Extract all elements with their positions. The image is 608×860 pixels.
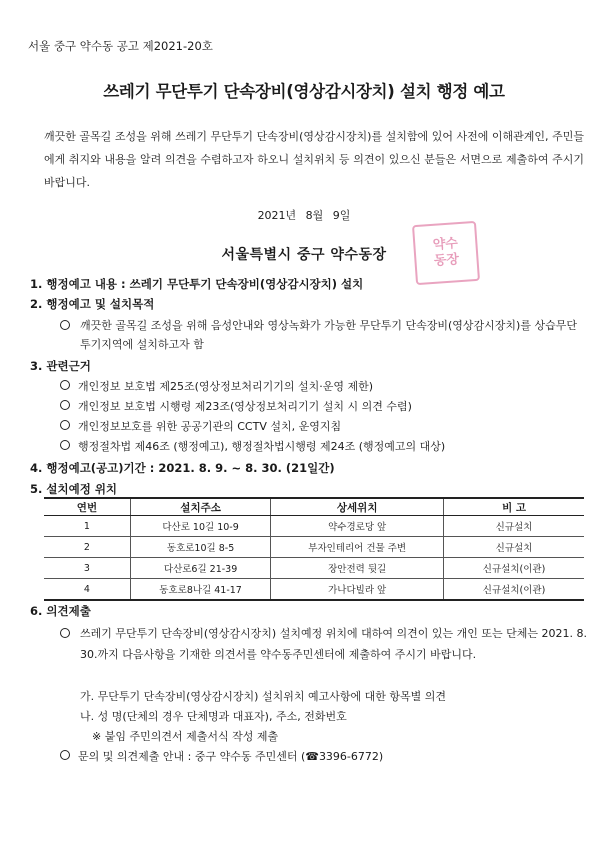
table-cell: 4 bbox=[44, 579, 130, 601]
column-header: 상세위치 bbox=[271, 498, 444, 516]
circle-bullet-icon bbox=[60, 420, 70, 430]
issuer-name: 서울특별시 중구 약수동장 bbox=[221, 247, 387, 263]
page-title: 쓰레기 무단투기 단속장비(영상감시장치) 설치 행정 예고 bbox=[103, 82, 505, 101]
table-cell: 다산로6길 21-39 bbox=[130, 558, 270, 579]
table-cell: 가나다빌라 앞 bbox=[271, 579, 444, 601]
column-header: 비 고 bbox=[444, 498, 584, 516]
notice-date: 2021년 8월 9일 bbox=[257, 209, 351, 222]
table-cell: 신규설치(이관) bbox=[444, 579, 584, 601]
section-2-heading: 2. 행정예고 및 설치목적 bbox=[30, 297, 155, 311]
section-4-heading: 4. 행정예고(공고)기간 : 2021. 8. 9. ~ 8. 30. (21일간) bbox=[30, 461, 335, 475]
table-cell: 동호로8나길 41-17 bbox=[130, 579, 270, 601]
circle-bullet-icon bbox=[60, 440, 70, 450]
table-cell: 다산로 10길 10-9 bbox=[130, 516, 270, 537]
table-cell: 1 bbox=[44, 516, 130, 537]
location-table bbox=[44, 497, 584, 601]
circle-bullet-icon bbox=[60, 400, 70, 410]
notice-number: 서울 중구 약수동 공고 제2021-20호 bbox=[28, 39, 213, 53]
table-cell: 동호로10길 8-5 bbox=[130, 537, 270, 558]
section-3-item-text: 행정절차법 제46조 (행정예고), 행정절차법시행령 제24조 (행정예고의 대상) bbox=[78, 440, 446, 453]
intro-paragraph: 깨끗한 골목길 조성을 위해 쓰레기 무단투기 단속장비(영상감시장치)를 설치함에 있어 사전에 이해관계인, 주민들에게 취지와 내용을 알려 의견을 수렴하고자 하오니 설치위치 등 의견이 있으신 분들은 서면으로 제출하여 주시기 바랍니다. bbox=[44, 130, 584, 189]
section-3-item bbox=[60, 418, 341, 434]
section-3-heading: 3. 관련근거 bbox=[30, 359, 91, 373]
section-2-item bbox=[60, 316, 580, 354]
table-cell: 신규설치(이관) bbox=[444, 558, 584, 579]
table-cell: 부자인테리어 건물 주변 bbox=[271, 537, 444, 558]
section-1-content: 쓰레기 무단투기 단속장비(영상감시장치) 설치 bbox=[129, 277, 364, 291]
section-6-sub-a: 가. 무단투기 단속장비(영상감시장치) 설치위치 예고사항에 대한 항목별 의견 bbox=[80, 690, 446, 703]
section-2-item-text: 깨끗한 골목길 조성을 위해 음성안내와 영상녹화가 가능한 무단투기 단속장비(영상감시장치)를 상습무단투기지역에 설치하고자 함 bbox=[80, 319, 577, 351]
table-row bbox=[44, 579, 584, 601]
table-cell: 3 bbox=[44, 558, 130, 579]
official-seal: 약수 동장 bbox=[412, 221, 480, 285]
section-1-heading: 1. 행정예고 내용 : bbox=[30, 277, 126, 291]
section-3-item bbox=[60, 378, 373, 394]
circle-bullet-icon bbox=[60, 628, 70, 638]
table-cell: 약수경로당 앞 bbox=[271, 516, 444, 537]
section-3-item bbox=[60, 438, 445, 454]
column-header: 연번 bbox=[44, 498, 130, 516]
column-header: 설치주소 bbox=[130, 498, 270, 516]
section-6-paragraph bbox=[60, 623, 590, 665]
section-3-item-text: 개인정보 보호법 시행령 제23조(영상정보처리기기 설치 시 의견 수렴) bbox=[78, 400, 412, 413]
table-cell: 신규설치 bbox=[444, 537, 584, 558]
circle-bullet-icon bbox=[60, 380, 70, 390]
table-cell: 신규설치 bbox=[444, 516, 584, 537]
section-3-item-text: 개인정보 보호법 제25조(영상정보처리기기의 설치·운영 제한) bbox=[78, 380, 374, 393]
section-6-paragraph-text: 쓰레기 무단투기 단속장비(영상감시장치) 설치예정 위치에 대하여 의견이 있는 개인 또는 단체는 2021. 8. 30.까지 다음사항을 기재한 의견서를 약수동주민센터에 제출하여 주시기 바랍니다. bbox=[80, 627, 587, 661]
section-1 bbox=[30, 276, 363, 292]
section-5-heading: 5. 설치예정 위치 bbox=[30, 482, 118, 496]
table-header-row bbox=[44, 498, 584, 516]
section-3-item bbox=[60, 398, 412, 414]
table-cell: 2 bbox=[44, 537, 130, 558]
table-row bbox=[44, 516, 584, 537]
section-6-heading: 6. 의견제출 bbox=[30, 604, 91, 618]
circle-bullet-icon bbox=[60, 320, 70, 330]
section-6-note: ※ 붙임 주민의견서 제출서식 작성 제출 bbox=[92, 730, 279, 743]
section-6-sub-b: 나. 성 명(단체의 경우 단체명과 대표자), 주소, 전화번호 bbox=[80, 710, 347, 723]
table-row bbox=[44, 537, 584, 558]
contact-text: 문의 및 의견제출 안내 : 중구 약수동 주민센터 (☎3396-6772) bbox=[78, 750, 384, 763]
section-3-item-text: 개인정보보호를 위한 공공기관의 CCTV 설치, 운영지침 bbox=[78, 420, 342, 433]
section-6-contact bbox=[60, 748, 383, 764]
circle-bullet-icon bbox=[60, 750, 70, 760]
table-row bbox=[44, 558, 584, 579]
table-cell: 장안전력 뒷길 bbox=[271, 558, 444, 579]
